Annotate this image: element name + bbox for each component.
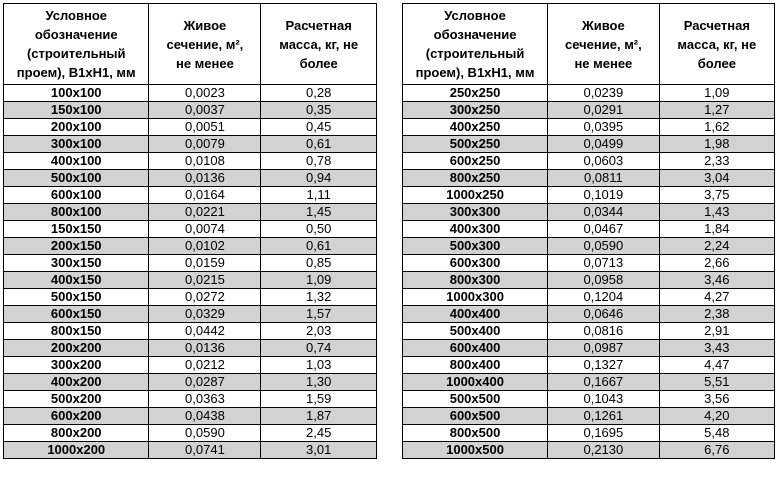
cell-size: 500х100 xyxy=(4,170,149,187)
table-row xyxy=(403,289,775,306)
header-size: Условное обозначение (строительный проем), В1хН1, мм xyxy=(4,4,149,85)
table-row xyxy=(4,85,377,102)
cell-size: 1000х300 xyxy=(403,289,548,306)
cell-size: 300х300 xyxy=(403,204,548,221)
cell-area: 0,0051 xyxy=(149,119,261,136)
table-row xyxy=(403,391,775,408)
table-row xyxy=(4,136,377,153)
cell-area: 0,0291 xyxy=(548,102,660,119)
cell-size: 150х100 xyxy=(4,102,149,119)
cell-mass: 0,85 xyxy=(261,255,377,272)
table-row xyxy=(4,204,377,221)
cell-mass: 3,43 xyxy=(659,340,774,357)
header-area: Живое сечение, м², не менее xyxy=(548,4,660,85)
cell-area: 0,0239 xyxy=(548,85,660,102)
cell-size: 500х300 xyxy=(403,238,548,255)
cell-mass: 5,51 xyxy=(659,374,774,391)
table-row xyxy=(403,357,775,374)
cell-mass: 1,57 xyxy=(261,306,377,323)
cell-mass: 1,03 xyxy=(261,357,377,374)
table-row xyxy=(403,153,775,170)
table-row xyxy=(403,340,775,357)
cell-size: 500х400 xyxy=(403,323,548,340)
cell-mass: 1,09 xyxy=(659,85,774,102)
cell-area: 0,0646 xyxy=(548,306,660,323)
table-row xyxy=(4,323,377,340)
cell-area: 0,0958 xyxy=(548,272,660,289)
table-row xyxy=(403,187,775,204)
cell-area: 0,1204 xyxy=(548,289,660,306)
cell-size: 1000х400 xyxy=(403,374,548,391)
cell-mass: 6,76 xyxy=(659,442,774,459)
cell-size: 400х300 xyxy=(403,221,548,238)
cell-area: 0,0816 xyxy=(548,323,660,340)
cell-mass: 3,46 xyxy=(659,272,774,289)
cell-size: 800х150 xyxy=(4,323,149,340)
cell-area: 0,0023 xyxy=(149,85,261,102)
cell-size: 600х100 xyxy=(4,187,149,204)
header-size: Условное обозначение (строительный проем), В1хН1, мм xyxy=(403,4,548,85)
cell-mass: 2,24 xyxy=(659,238,774,255)
table-row xyxy=(403,255,775,272)
cell-size: 800х400 xyxy=(403,357,548,374)
cell-mass: 5,48 xyxy=(659,425,774,442)
cell-size: 300х100 xyxy=(4,136,149,153)
cell-mass: 4,47 xyxy=(659,357,774,374)
cell-mass: 3,56 xyxy=(659,391,774,408)
table-row xyxy=(4,340,377,357)
cell-area: 0,0037 xyxy=(149,102,261,119)
cell-size: 200х150 xyxy=(4,238,149,255)
cell-size: 800х100 xyxy=(4,204,149,221)
cell-mass: 1,59 xyxy=(261,391,377,408)
cell-area: 0,0713 xyxy=(548,255,660,272)
cell-mass: 0,35 xyxy=(261,102,377,119)
cell-mass: 1,45 xyxy=(261,204,377,221)
cell-area: 0,0212 xyxy=(149,357,261,374)
cell-size: 800х200 xyxy=(4,425,149,442)
cell-mass: 1,32 xyxy=(261,289,377,306)
table-row xyxy=(4,391,377,408)
cell-area: 0,0287 xyxy=(149,374,261,391)
table-row xyxy=(4,408,377,425)
cell-mass: 0,45 xyxy=(261,119,377,136)
cell-size: 500х250 xyxy=(403,136,548,153)
cell-size: 400х250 xyxy=(403,119,548,136)
table-row xyxy=(4,238,377,255)
table-row xyxy=(403,374,775,391)
cell-mass: 2,03 xyxy=(261,323,377,340)
cell-mass: 1,27 xyxy=(659,102,774,119)
cell-area: 0,0442 xyxy=(149,323,261,340)
cell-size: 600х250 xyxy=(403,153,548,170)
cell-mass: 0,50 xyxy=(261,221,377,238)
cell-area: 0,0215 xyxy=(149,272,261,289)
table-row xyxy=(4,255,377,272)
header-row xyxy=(403,4,775,85)
cell-mass: 1,11 xyxy=(261,187,377,204)
cell-size: 400х200 xyxy=(4,374,149,391)
cell-size: 400х400 xyxy=(403,306,548,323)
table-row xyxy=(403,442,775,459)
cell-mass: 1,09 xyxy=(261,272,377,289)
cell-mass: 4,27 xyxy=(659,289,774,306)
cell-size: 300х150 xyxy=(4,255,149,272)
cell-area: 0,0329 xyxy=(149,306,261,323)
header-mass: Расчетная масса, кг, не более xyxy=(659,4,774,85)
cell-area: 0,0108 xyxy=(149,153,261,170)
cell-mass: 3,04 xyxy=(659,170,774,187)
cell-size: 200х200 xyxy=(4,340,149,357)
cell-mass: 1,30 xyxy=(261,374,377,391)
cell-area: 0,1019 xyxy=(548,187,660,204)
cell-area: 0,0344 xyxy=(548,204,660,221)
cell-mass: 1,62 xyxy=(659,119,774,136)
cell-size: 400х150 xyxy=(4,272,149,289)
cell-area: 0,0102 xyxy=(149,238,261,255)
cell-area: 0,0159 xyxy=(149,255,261,272)
cell-size: 1000х500 xyxy=(403,442,548,459)
table-row xyxy=(4,221,377,238)
cell-size: 500х150 xyxy=(4,289,149,306)
cell-area: 0,0811 xyxy=(548,170,660,187)
cell-area: 0,0136 xyxy=(149,340,261,357)
cell-mass: 2,45 xyxy=(261,425,377,442)
cell-mass: 0,61 xyxy=(261,238,377,255)
table-row xyxy=(4,442,377,459)
cell-area: 0,1695 xyxy=(548,425,660,442)
cell-mass: 2,66 xyxy=(659,255,774,272)
cell-area: 0,1327 xyxy=(548,357,660,374)
cell-mass: 0,61 xyxy=(261,136,377,153)
cell-size: 600х150 xyxy=(4,306,149,323)
cell-size: 500х200 xyxy=(4,391,149,408)
cell-area: 0,0603 xyxy=(548,153,660,170)
cell-area: 0,1261 xyxy=(548,408,660,425)
table-row xyxy=(4,119,377,136)
cell-area: 0,0590 xyxy=(149,425,261,442)
cell-mass: 2,91 xyxy=(659,323,774,340)
cell-mass: 1,43 xyxy=(659,204,774,221)
cell-size: 800х500 xyxy=(403,425,548,442)
cell-size: 800х300 xyxy=(403,272,548,289)
cell-area: 0,0438 xyxy=(149,408,261,425)
cell-area: 0,0987 xyxy=(548,340,660,357)
cell-size: 250х250 xyxy=(403,85,548,102)
table-row xyxy=(403,238,775,255)
table-row xyxy=(4,187,377,204)
cell-mass: 1,87 xyxy=(261,408,377,425)
table-row xyxy=(403,323,775,340)
cell-size: 800х250 xyxy=(403,170,548,187)
cell-area: 0,0074 xyxy=(149,221,261,238)
cell-mass: 0,28 xyxy=(261,85,377,102)
cell-area: 0,1043 xyxy=(548,391,660,408)
table-row xyxy=(403,85,775,102)
cell-area: 0,1667 xyxy=(548,374,660,391)
table-row xyxy=(4,102,377,119)
cell-area: 0,0590 xyxy=(548,238,660,255)
cell-area: 0,0136 xyxy=(149,170,261,187)
header-mass: Расчетная масса, кг, не более xyxy=(261,4,377,85)
table-row xyxy=(403,221,775,238)
cell-size: 200х100 xyxy=(4,119,149,136)
cell-size: 150х150 xyxy=(4,221,149,238)
cell-area: 0,0164 xyxy=(149,187,261,204)
header-area: Живое сечение, м², не менее xyxy=(149,4,261,85)
cell-mass: 0,74 xyxy=(261,340,377,357)
cell-size: 300х250 xyxy=(403,102,548,119)
cell-mass: 0,94 xyxy=(261,170,377,187)
table-row xyxy=(403,136,775,153)
cell-mass: 3,01 xyxy=(261,442,377,459)
cell-size: 400х100 xyxy=(4,153,149,170)
table-row xyxy=(403,306,775,323)
cell-mass: 2,33 xyxy=(659,153,774,170)
table-row xyxy=(4,425,377,442)
cell-area: 0,0221 xyxy=(149,204,261,221)
table-row xyxy=(403,204,775,221)
header-row xyxy=(4,4,377,85)
cell-mass: 2,38 xyxy=(659,306,774,323)
table-row xyxy=(403,408,775,425)
grille-table-left xyxy=(3,3,377,459)
table-row xyxy=(403,170,775,187)
cell-area: 0,0467 xyxy=(548,221,660,238)
cell-size: 600х300 xyxy=(403,255,548,272)
cell-size: 300х200 xyxy=(4,357,149,374)
cell-area: 0,0395 xyxy=(548,119,660,136)
cell-mass: 1,98 xyxy=(659,136,774,153)
table-row xyxy=(403,102,775,119)
cell-mass: 3,75 xyxy=(659,187,774,204)
table-row xyxy=(4,374,377,391)
table-row xyxy=(4,357,377,374)
cell-mass: 4,20 xyxy=(659,408,774,425)
cell-size: 1000х200 xyxy=(4,442,149,459)
cell-mass: 1,84 xyxy=(659,221,774,238)
cell-size: 1000х250 xyxy=(403,187,548,204)
table-row xyxy=(4,289,377,306)
cell-size: 100х100 xyxy=(4,85,149,102)
cell-area: 0,0079 xyxy=(149,136,261,153)
cell-area: 0,0272 xyxy=(149,289,261,306)
table-row xyxy=(4,153,377,170)
cell-area: 0,0741 xyxy=(149,442,261,459)
table-row xyxy=(403,425,775,442)
cell-mass: 0,78 xyxy=(261,153,377,170)
cell-size: 600х400 xyxy=(403,340,548,357)
table-row xyxy=(4,170,377,187)
cell-area: 0,0499 xyxy=(548,136,660,153)
cell-size: 500х500 xyxy=(403,391,548,408)
table-row xyxy=(4,272,377,289)
grille-table-right xyxy=(402,3,775,459)
cell-area: 0,2130 xyxy=(548,442,660,459)
cell-size: 600х200 xyxy=(4,408,149,425)
cell-size: 600х500 xyxy=(403,408,548,425)
cell-area: 0,0363 xyxy=(149,391,261,408)
table-row xyxy=(403,119,775,136)
table-row xyxy=(4,306,377,323)
table-row xyxy=(403,272,775,289)
